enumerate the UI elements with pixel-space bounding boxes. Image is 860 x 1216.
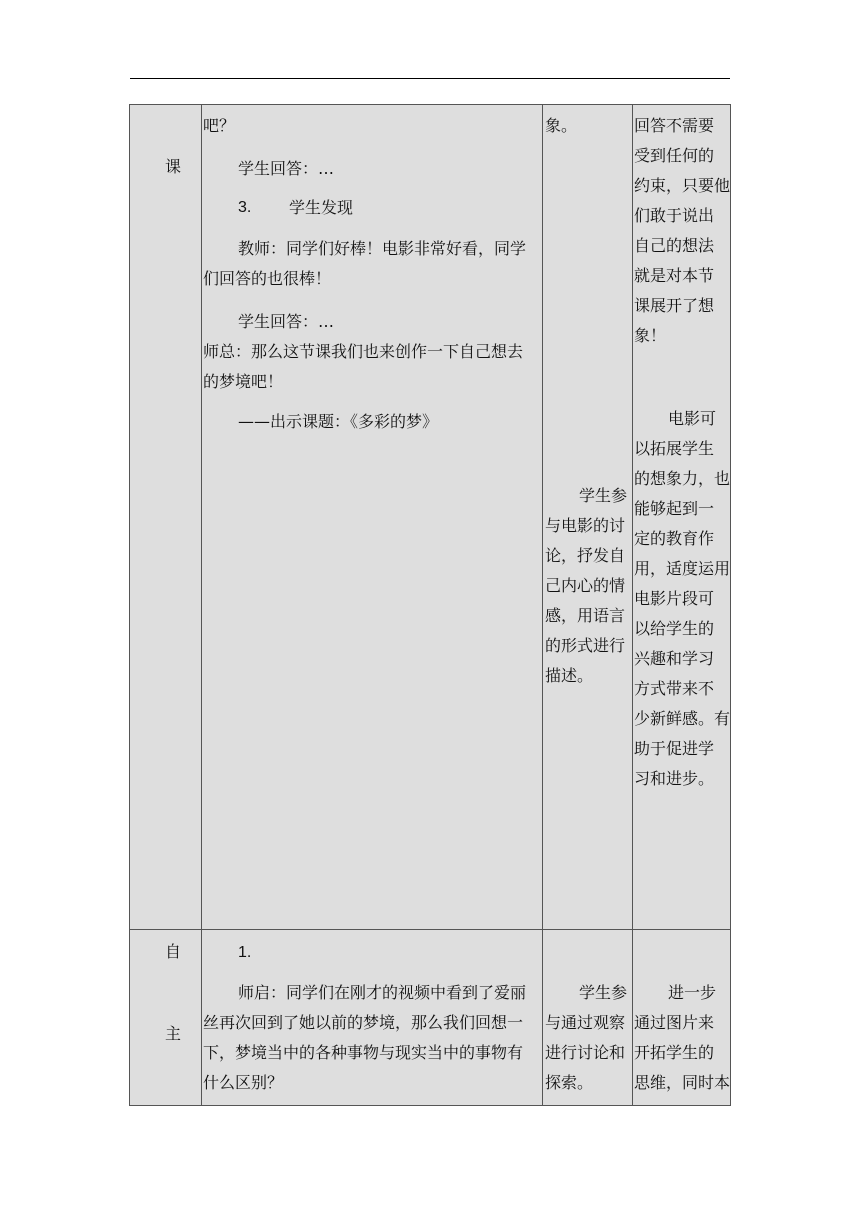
row1-main-line-6: 师总：那么这节课我们也来创作一下自己想去	[203, 342, 524, 361]
row1-activity-line-6: 描述。	[545, 666, 594, 685]
table-row-divider	[130, 929, 731, 930]
row1-activity-line-4: 感，用语言	[545, 606, 626, 625]
row1-intent-top-line-6: 课展开了想	[634, 296, 715, 315]
row1-main-line-8: ——出示课题：《多彩的梦》	[238, 412, 439, 431]
row1-intent-line-2: 的想象力，也	[634, 469, 731, 488]
row1-activity-line-2: 论，抒发自	[545, 546, 626, 565]
row1-label-cell	[130, 105, 201, 929]
row1-intent-line-3: 能够起到一	[634, 499, 715, 518]
row1-intent-top-line-3: 们敢于说出	[634, 206, 715, 225]
header-rule	[130, 78, 730, 79]
row2-label-2: 主	[165, 1024, 182, 1043]
table-border-left	[129, 104, 130, 1106]
row2-main-line-0: 师启：同学们在刚才的视频中看到了爱丽	[238, 983, 527, 1002]
row1-intent-line-6: 电影片段可	[634, 589, 715, 608]
table-border-top	[130, 104, 731, 105]
row1-main-line-3: 教师：同学们好棒！电影非常好看，同学	[238, 239, 527, 258]
row1-main-line-5: 学生回答：…	[238, 312, 335, 331]
row1-main-line-0: 吧？	[203, 116, 236, 135]
row1-list-number: 3.	[238, 199, 252, 216]
row1-activity-line-1: 与电影的讨	[545, 516, 626, 535]
row1-intent-line-8: 兴趣和学习	[634, 649, 715, 668]
row1-intent-line-9: 方式带来不	[634, 679, 715, 698]
row2-label-1: 自	[165, 942, 182, 961]
row1-intent-top-line-4: 自己的想法	[634, 236, 715, 255]
table-col-divider-3	[632, 104, 633, 1106]
row2-activity-line-1: 与通过观察	[545, 1013, 626, 1032]
table-border-right	[730, 104, 731, 1106]
row2-main-line-3: 什么区别？	[203, 1073, 284, 1092]
row2-intent-line-1: 通过图片来	[634, 1013, 715, 1032]
row1-intent-top-line-7: 象！	[634, 326, 667, 345]
row1-intent-line-0: 电影可	[668, 409, 717, 428]
row2-intent-line-3: 思维，同时本	[634, 1073, 731, 1092]
row1-intent-line-1: 以拓展学生	[634, 439, 715, 458]
row1-intent-line-12: 习和进步。	[634, 769, 715, 788]
row1-intent-top-line-0: 回答不需要	[634, 116, 715, 135]
row2-activity-line-3: 探索。	[545, 1073, 594, 1092]
row1-activity-line-5: 的形式进行	[545, 636, 626, 655]
row1-activity-line-0: 学生参	[579, 486, 628, 505]
row1-intent-line-10: 少新鲜感。有	[634, 709, 731, 728]
row1-intent-line-7: 以给学生的	[634, 619, 715, 638]
row2-list-number: 1.	[238, 944, 252, 961]
row1-activity-top: 象。	[545, 116, 578, 135]
row1-main-line-7: 的梦境吧！	[203, 372, 284, 391]
row2-main-line-2: 下，梦境当中的各种事物与现实当中的事物有	[203, 1043, 524, 1062]
row1-intent-line-11: 助于促进学	[634, 739, 715, 758]
row2-activity-line-0: 学生参	[579, 983, 628, 1002]
row1-main-line-2: 学生发现	[289, 198, 354, 217]
row1-intent-top-line-2: 约束，只要他	[634, 176, 731, 195]
row1-label: 课	[165, 157, 182, 176]
row2-intent-line-0: 进一步	[668, 983, 717, 1002]
row2-main-line-1: 丝再次回到了她以前的梦境，那么我们回想一	[203, 1013, 524, 1032]
row1-content-cell	[201, 105, 542, 929]
row1-activity-line-3: 己内心的情	[545, 576, 626, 595]
row1-main-line-4: 们回答的也很棒！	[203, 269, 332, 288]
row1-intent-top-line-1: 受到任何的	[634, 146, 715, 165]
row1-main-line-1: 学生回答：…	[238, 159, 335, 178]
table-col-divider-2	[542, 104, 543, 1106]
row2-intent-line-2: 开拓学生的	[634, 1043, 715, 1062]
table-col-divider-1	[201, 104, 202, 1106]
table-border-bottom	[130, 1105, 731, 1106]
row1-intent-line-5: 用，适度运用	[634, 559, 731, 578]
row2-activity-line-2: 进行讨论和	[545, 1043, 626, 1062]
row1-intent-top-line-5: 就是对本节	[634, 266, 715, 285]
row1-intent-line-4: 定的教育作	[634, 529, 715, 548]
